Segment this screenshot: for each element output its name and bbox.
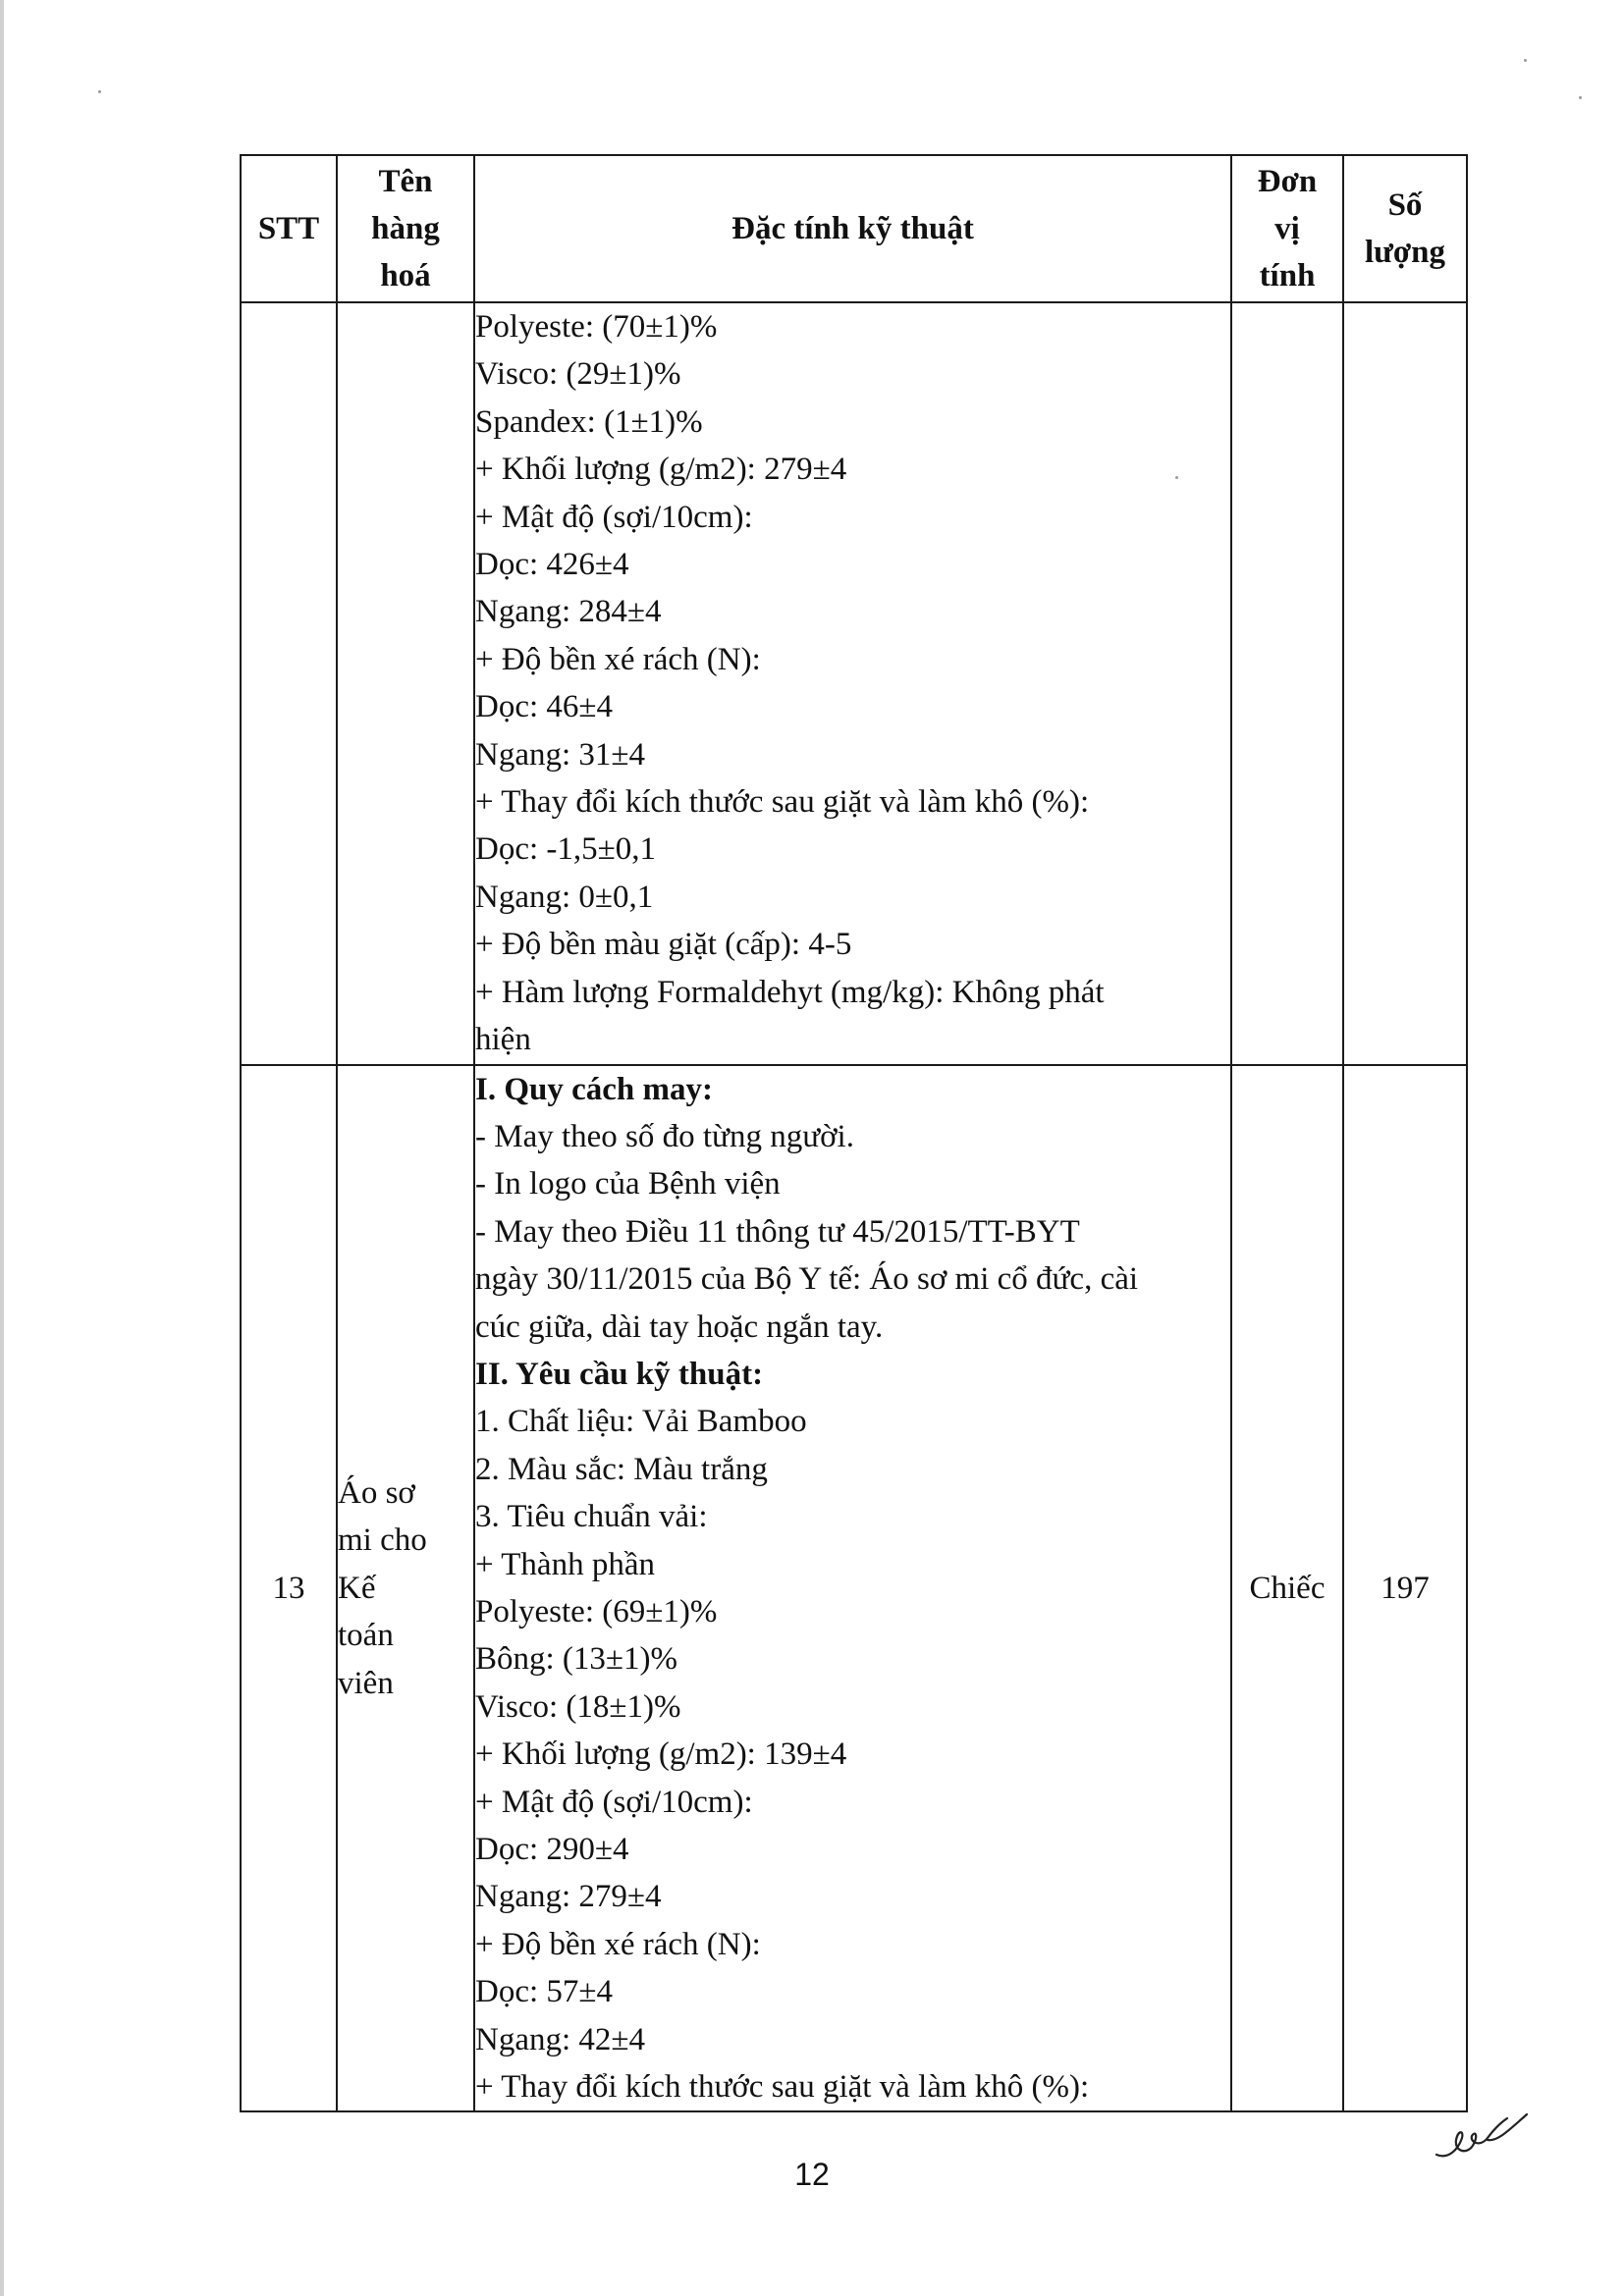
- spec-line: Dọc: 426±4: [475, 547, 629, 583]
- spec-line: cúc giữa, dài tay hoặc ngắn tay.: [475, 1308, 884, 1345]
- header-qty: [1343, 155, 1467, 302]
- header-name: [337, 155, 474, 302]
- spec-line: + Thành phần: [475, 1546, 655, 1582]
- spec-line: 3. Tiêu chuẩn vải:: [475, 1499, 708, 1535]
- spec-line: + Độ bền màu giặt (cấp): 4-5: [475, 927, 852, 963]
- spec-line: Dọc: 57±4: [475, 1974, 614, 2010]
- header-line: Tên: [378, 164, 433, 199]
- spec-line: Dọc: -1,5±0,1: [475, 831, 656, 868]
- spec-line: + Khối lượng (g/m2): 279±4: [475, 452, 847, 488]
- spec-line: Polyeste: (69±1)%: [475, 1593, 718, 1629]
- spec-line: Visco: (18±1)%: [475, 1688, 681, 1725]
- spec-line: hiện: [475, 1022, 531, 1058]
- scan-speck: [1175, 476, 1178, 479]
- spec-line: Spandex: (1±1)%: [475, 403, 703, 440]
- spec-line: Visco: (29±1)%: [475, 356, 681, 393]
- unit-cell-empty: [1231, 302, 1343, 1065]
- table-row-item-13: [241, 1065, 1467, 2112]
- spec-line: - May theo Điều 11 thông tư 45/2015/TT-BYT: [475, 1213, 1080, 1250]
- scan-speck: [98, 90, 101, 93]
- header-line: lượng: [1364, 235, 1446, 270]
- header-line: tính: [1259, 258, 1316, 294]
- spec-cell-item: [474, 1065, 1231, 2112]
- spec-section-heading: II. Yêu cầu kỹ thuật:: [475, 1356, 764, 1392]
- item-name-cell: [337, 1065, 474, 2112]
- spec-line: + Mật độ (sợi/10cm):: [475, 499, 753, 535]
- table-header-row: [241, 155, 1467, 302]
- header-line: hàng: [371, 211, 440, 246]
- header-line: hoá: [380, 258, 431, 294]
- item-name-line: viên: [338, 1665, 394, 1701]
- spec-line: + Khối lượng (g/m2): 139±4: [475, 1736, 847, 1773]
- name-cell-empty: [337, 302, 474, 1065]
- spec-line: 1. Chất liệu: Vải Bamboo: [475, 1404, 807, 1440]
- scan-speck: [1524, 59, 1527, 62]
- scan-edge: [0, 0, 4, 2296]
- spec-line: + Hàm lượng Formaldehyt (mg/kg): Không phát: [475, 974, 1105, 1010]
- header-line: Số: [1387, 187, 1423, 223]
- initials-signature: [1429, 2101, 1537, 2169]
- item-name-line: toán: [338, 1618, 394, 1654]
- spec-line: ngày 30/11/2015 của Bộ Y tế: Áo sơ mi cổ đức, cài: [475, 1261, 1139, 1298]
- spec-line: + Độ bền xé rách (N):: [475, 1926, 761, 1962]
- spec-table: [240, 154, 1468, 2112]
- spec-line: Polyeste: (70±1)%: [475, 309, 718, 345]
- item-name-line: Áo sơ: [338, 1474, 415, 1511]
- item-name-line: mi cho: [338, 1522, 427, 1559]
- item-name-line: Kế: [338, 1570, 376, 1606]
- header-line: Đặc tính kỹ thuật: [731, 211, 974, 246]
- spec-line: Ngang: 31±4: [475, 736, 646, 773]
- spec-line: + Thay đổi kích thước sau giặt và làm khô (%):: [475, 784, 1090, 821]
- spec-line: Bông: (13±1)%: [475, 1641, 678, 1678]
- page-number: 12: [794, 2157, 830, 2192]
- stt-cell-empty: [241, 302, 337, 1065]
- spec-line: Dọc: 46±4: [475, 689, 614, 725]
- spec-line: + Thay đổi kích thước sau giặt và làm khô (%):: [475, 2069, 1090, 2106]
- spec-line: + Mật độ (sợi/10cm):: [475, 1784, 753, 1820]
- header-line: STT: [257, 211, 320, 246]
- header-unit: [1231, 155, 1343, 302]
- spec-line: Ngang: 0±0,1: [475, 879, 654, 915]
- spec-line: + Độ bền xé rách (N):: [475, 641, 761, 677]
- spec-line: Dọc: 290±4: [475, 1832, 629, 1867]
- qty-cell-empty: [1343, 302, 1467, 1065]
- header-line: vị: [1274, 211, 1300, 246]
- table-row-continuation: [241, 302, 1467, 1065]
- header-stt: [241, 155, 337, 302]
- qty-cell: 197: [1343, 1065, 1467, 2112]
- header-spec: [474, 155, 1231, 302]
- header-line: Đơn: [1257, 164, 1318, 199]
- spec-line: 2. Màu sắc: Màu trắng: [475, 1451, 768, 1487]
- spec-line: Ngang: 284±4: [475, 594, 662, 630]
- spec-line: Ngang: 42±4: [475, 2021, 646, 2057]
- spec-section-heading: I. Quy cách may:: [475, 1071, 713, 1107]
- spec-line: - May theo số đo từng người.: [475, 1118, 854, 1154]
- spec-line: Ngang: 279±4: [475, 1879, 662, 1915]
- scan-speck: [1579, 96, 1582, 99]
- spec-line: - In logo của Bệnh viện: [475, 1166, 781, 1202]
- spec-cell-continuation: [474, 302, 1231, 1065]
- unit-cell: Chiếc: [1231, 1065, 1343, 2112]
- stt-cell: 13: [241, 1065, 337, 2112]
